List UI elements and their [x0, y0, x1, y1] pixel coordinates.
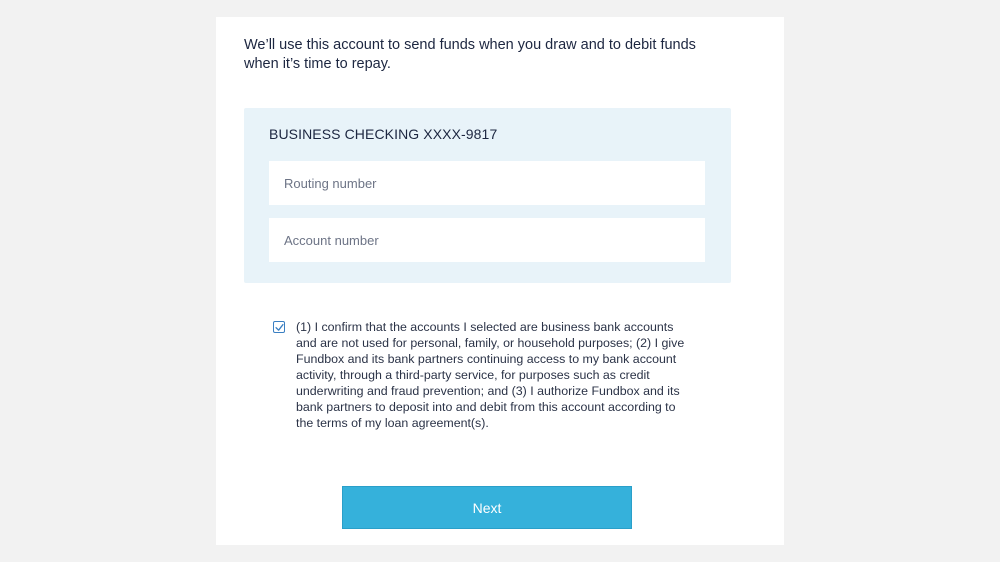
bank-account-panel	[244, 108, 731, 283]
intro-text: We’ll use this account to send funds when you draw and to debit funds when it’s time to repay.	[244, 37, 696, 72]
bank-account-card	[216, 17, 784, 545]
consent-text: (1) I confirm that the accounts I selected are business bank accounts and are not used for personal, family, or household purposes; (2) I give Fundbox and its bank partners continuing access to my bank account activity, through a third-party service, for purposes such as credit underwriting and fraud prevention; and (3) I authorize Fundbox and its bank partners to deposit into and debit from this account according to the terms of my loan agreement(s).	[296, 320, 685, 430]
checkmark-icon	[275, 323, 284, 332]
account-number-input[interactable]	[269, 218, 705, 262]
bank-account-title: BUSINESS CHECKING XXXX-9817	[269, 126, 498, 142]
next-button[interactable]: Next	[342, 486, 632, 529]
routing-number-input[interactable]	[269, 161, 705, 205]
consent-checkbox[interactable]	[273, 321, 285, 333]
